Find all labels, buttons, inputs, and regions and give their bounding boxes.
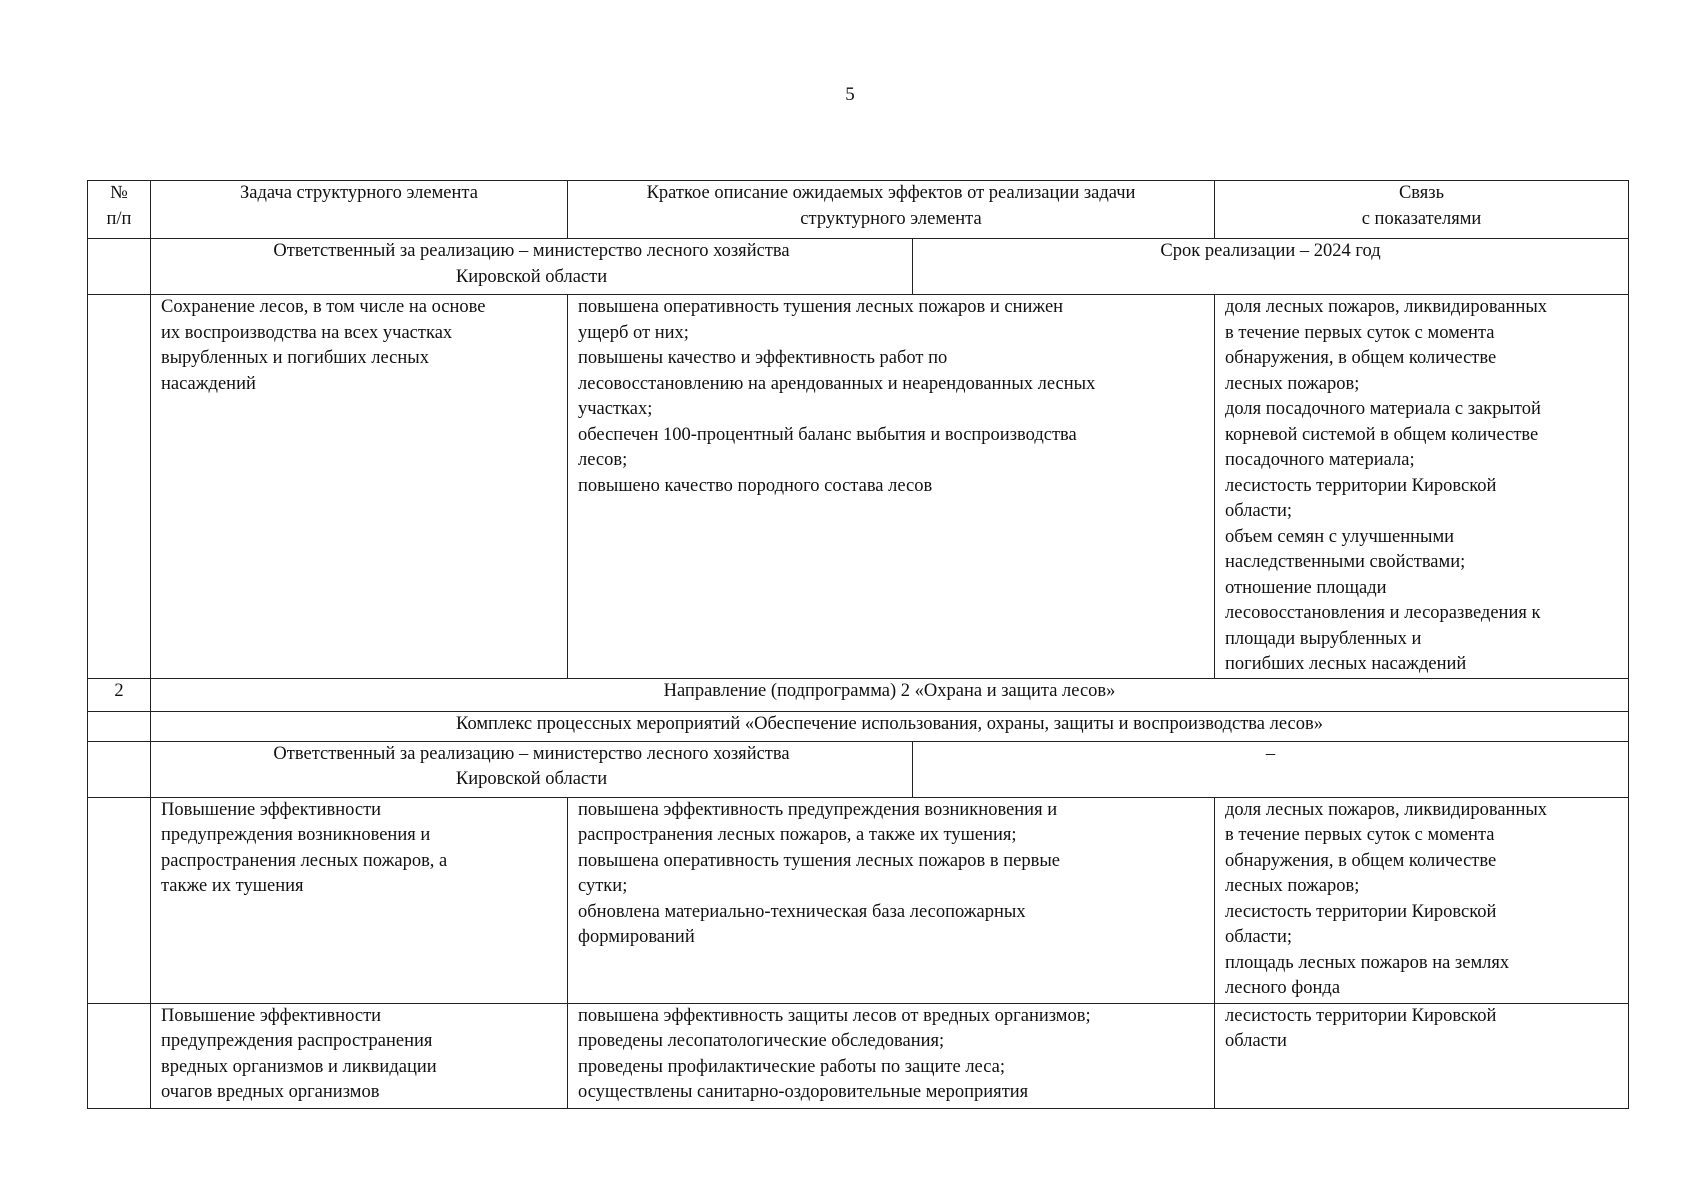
page-number: 5 xyxy=(845,84,855,105)
header-link: Связь с показателями xyxy=(1215,181,1629,239)
empty-num-cell xyxy=(88,711,151,741)
table-header-row xyxy=(88,181,1629,239)
direction-row xyxy=(88,678,1629,711)
task-cell: Сохранение лесов, в том числе на основе их воспроизводства на всех участках вырубленных и погибших лесных насаждений xyxy=(151,295,568,679)
complex-title: Комплекс процессных мероприятий «Обеспечение использования, охраны, защиты и воспроизводства лесов» xyxy=(151,711,1629,741)
row-number: 2 xyxy=(88,678,151,711)
empty-num-cell xyxy=(88,1003,151,1108)
table-row xyxy=(88,295,1629,679)
section2-responsible-row xyxy=(88,741,1629,797)
tasks-table xyxy=(87,180,1629,1109)
task-cell: Повышение эффективности предупреждения возникновения и распространения лесных пожаров, а также их тушения xyxy=(151,797,568,1003)
section2-term: – xyxy=(913,741,1629,797)
header-task: Задача структурного элемента xyxy=(151,181,568,239)
empty-num-cell xyxy=(88,239,151,295)
header-effects: Краткое описание ожидаемых эффектов от реализации задачи структурного элемента xyxy=(568,181,1215,239)
task-cell: Повышение эффективности предупреждения распространения вредных организмов и ликвидации очагов вредных организмов xyxy=(151,1003,568,1108)
empty-num-cell xyxy=(88,295,151,679)
link-cell: доля лесных пожаров, ликвидированных в течение первых суток с момента обнаружения, в общем количестве лесных пожаров; лесистость территории Кировской области; площадь лесных пожаров на землях лесного фонда xyxy=(1215,797,1629,1003)
table-row xyxy=(88,797,1629,1003)
empty-num-cell xyxy=(88,741,151,797)
table-row xyxy=(88,1003,1629,1108)
empty-num-cell xyxy=(88,797,151,1003)
link-cell: лесистость территории Кировской области xyxy=(1215,1003,1629,1108)
section2-responsible: Ответственный за реализацию – министерство лесного хозяйства Кировской области xyxy=(151,741,913,797)
effects-cell: повышена эффективность предупреждения возникновения и распространения лесных пожаров, а также их тушения; повышена оперативность тушения лесных пожаров в первые сутки; обновлена материально-техническая база лесопожарных формирований xyxy=(568,797,1215,1003)
header-num: № п/п xyxy=(88,181,151,239)
section1-responsible-row xyxy=(88,239,1629,295)
section1-responsible: Ответственный за реализацию – министерство лесного хозяйства Кировской области xyxy=(151,239,913,295)
section1-term: Срок реализации – 2024 год xyxy=(913,239,1629,295)
link-cell: доля лесных пожаров, ликвидированных в течение первых суток с момента обнаружения, в общем количестве лесных пожаров; доля посадочного материала с закрытой корневой системой в общем количестве посадочного материала; лесистость территории Кировской области; объем семян с улучшенными наследственными свойствами; отношение площади лесовосстановления и лесоразведения к площади вырубленных и погибших лесных насаждений xyxy=(1215,295,1629,679)
direction-title: Направление (подпрограмма) 2 «Охрана и защита лесов» xyxy=(151,678,1629,711)
effects-cell: повышена оперативность тушения лесных пожаров и снижен ущерб от них; повышены качество и эффективность работ по лесовосстановлению на арендованных и неарендованных лесных участках; обеспечен 100-процентный баланс выбытия и воспроизводства лесов; повышено качество породного состава лесов xyxy=(568,295,1215,679)
complex-row xyxy=(88,711,1629,741)
effects-cell: повышена эффективность защиты лесов от вредных организмов; проведены лесопатологические обследования; проведены профилактические работы по защите леса; осуществлены санитарно-оздоровительные мероприятия xyxy=(568,1003,1215,1108)
